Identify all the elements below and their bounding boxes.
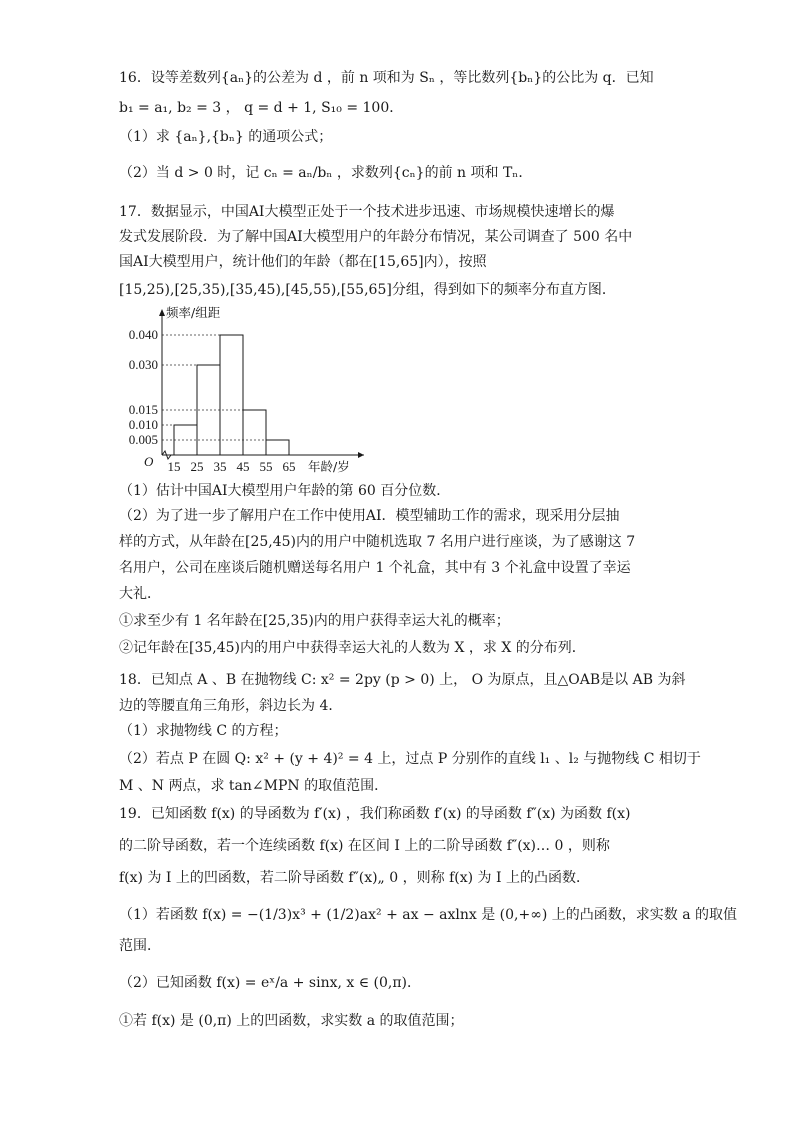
q19-part1-line2: 范围．	[119, 938, 161, 954]
q17-part2-line2: 样的方式，从年龄在[25,45)内的用户中随机选取 7 名用户进行座谈，为了感谢这 7	[119, 534, 636, 550]
q16-part2: （2）当 d > 0 时，记 cₙ = aₙ/bₙ ，求数列{cₙ}的前 n 项和 Tₙ．	[119, 165, 533, 181]
histogram-bar	[197, 365, 220, 455]
histogram-bar	[220, 335, 243, 455]
q18-part1: （1）求抛物线 C 的方程；	[119, 723, 288, 739]
q16-part1: （1）求 {aₙ},{bₙ} 的通项公式；	[119, 129, 333, 145]
q17-line2: 发式发展阶段．为了解中国AI大模型用户的年龄分布情况，某公司调查了 500 名中	[119, 229, 633, 245]
q18-line1: 18．已知点 A 、B 在抛物线 C: x² = 2py (p > 0) 上， O 为原点，且△OAB是以 AB 为斜	[119, 672, 686, 688]
q17-line1: 17．数据显示，中国AI大模型正处于一个技术进步迅速、市场规模快速增长的爆	[119, 204, 615, 220]
q17-part2-line3: 名用户，公司在座谈后随机赠送每名用户 1 个礼盒，其中有 3 个礼盒中设置了幸运	[119, 560, 631, 576]
y-tick-label: 0.005	[128, 432, 158, 447]
q19-part1-line1: （1）若函数 f(x) = −(1/3)x³ + (1/2)ax² + ax − axlnx 是 (0,+∞) 上的凸函数，求实数 a 的取值	[119, 907, 738, 923]
q19-sub1: ①若 f(x) 是 (0,π) 上的凹函数，求实数 a 的取值范围；	[119, 1013, 464, 1029]
y-axis-label: 频率/组距	[166, 305, 221, 320]
y-tick-label: 0.040	[128, 327, 158, 342]
histogram-bar	[243, 410, 266, 455]
histogram-bar	[266, 440, 289, 455]
q19-part2: （2）已知函数 f(x) = eˣ/a + sinx, x ∈ (0,π)．	[119, 975, 422, 991]
histogram-bar	[174, 425, 197, 455]
x-tick-label: 65	[282, 459, 296, 474]
frequency-histogram	[112, 305, 372, 477]
x-axis-label: 年龄/岁	[308, 459, 350, 474]
q19-line3: f(x) 为 I 上的凹函数，若二阶导函数 f″(x)„ 0 ，则称 f(x) 为 I 上的凸函数．	[119, 870, 590, 886]
q18-line2: 边的等腰直角三角形，斜边长为 4．	[119, 698, 343, 714]
x-tick-label: 25	[190, 459, 204, 474]
q16-line1: 16．设等差数列{aₙ}的公差为 d ，前 n 项和为 Sₙ ，等比数列{bₙ}的公比为 q．已知	[119, 70, 654, 86]
q18-part2-line1: （2）若点 P 在圆 Q: x² + (y + 4)² = 4 上，过点 P 分别作的直线 l₁ 、l₂ 与抛物线 C 相切于	[119, 751, 701, 767]
q17-part1: （1）估计中国AI大模型用户年龄的第 60 百分位数．	[119, 483, 451, 499]
y-tick-label: 0.015	[128, 402, 158, 417]
q17-sub1: ①求至少有 1 名年龄在[25,35)内的用户获得幸运大礼的概率；	[119, 613, 510, 629]
x-tick-label: 15	[167, 459, 181, 474]
y-tick-label: 0.030	[128, 357, 158, 372]
q17-part2-line1: （2）为了进一步了解用户在工作中使用AI．模型辅助工作的需求，现采用分层抽	[119, 508, 620, 524]
y-axis-arrow	[159, 309, 165, 316]
q17-line4: [15,25),[25,35),[35,45),[45,55),[55,65]分组，得到如下的频率分布直方图．	[119, 282, 616, 298]
q17-line3: 国AI大模型用户，统计他们的年龄（都在[15,65]内），按照	[119, 254, 487, 270]
x-tick-label: 45	[236, 459, 250, 474]
x-tick-label: 35	[213, 459, 227, 474]
x-axis-arrow	[358, 452, 364, 458]
y-tick-label: 0.010	[128, 417, 158, 432]
histogram-svg	[112, 305, 372, 477]
q17-part2-line4: 大礼．	[119, 586, 161, 602]
x-tick-label: 55	[259, 459, 273, 474]
q19-line1: 19．已知函数 f(x) 的导函数为 f′(x) ，我们称函数 f′(x) 的导函数 f″(x) 为函数 f(x)	[119, 806, 631, 822]
q18-part2-line2: M 、N 两点，求 tan∠MPN 的取值范围．	[119, 778, 389, 794]
q19-line2: 的二阶导函数，若一个连续函数 f(x) 在区间 I 上的二阶导函数 f″(x)… 0 ，则称	[119, 838, 610, 854]
q16-line2: b₁ = a₁, b₂ = 3 ， q = d + 1, S₁₀ = 100．	[119, 100, 404, 116]
q17-sub2: ②记年龄在[35,45)内的用户中获得幸运大礼的人数为 X ，求 X 的分布列．	[119, 640, 586, 656]
origin-label: O	[144, 454, 154, 469]
